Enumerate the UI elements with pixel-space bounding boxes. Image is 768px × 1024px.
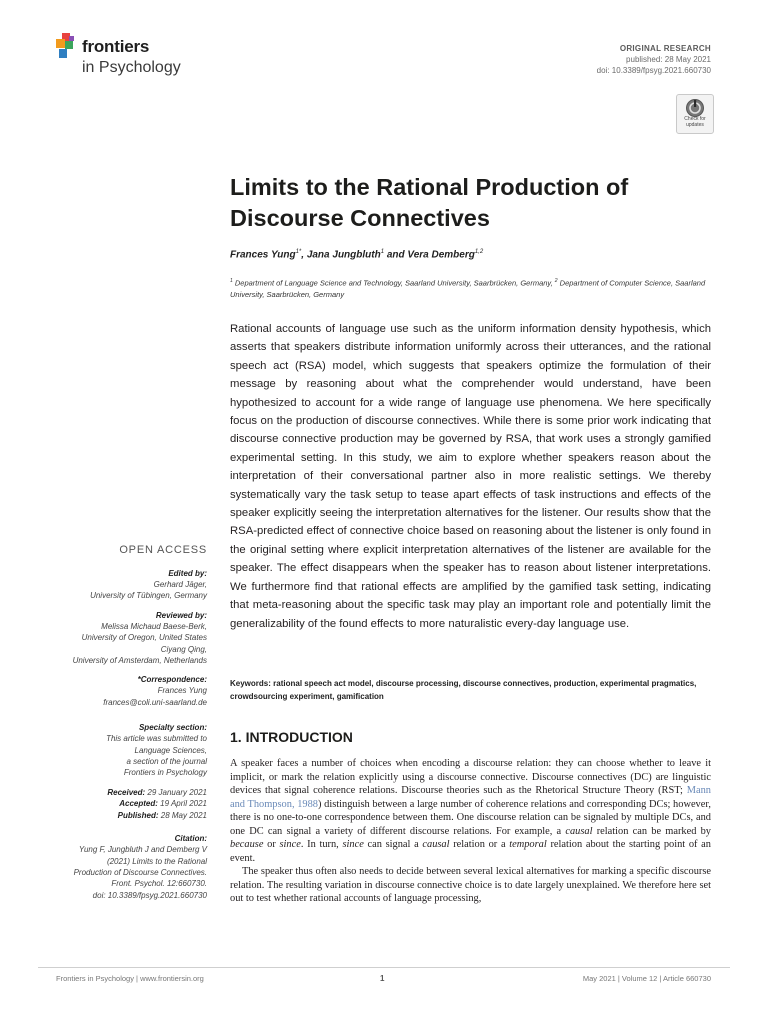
journal-name-psychology: in Psychology xyxy=(82,59,181,76)
frontiers-logo-icon xyxy=(56,33,80,61)
correspondence-email[interactable]: frances@coli.uni-saarland.de xyxy=(103,697,207,707)
emphasis: causal xyxy=(565,825,593,837)
citation-line: (2021) Limits to the Rational xyxy=(106,856,207,866)
reviewed-by-label: Reviewed by: xyxy=(155,610,207,620)
published-date: published: 28 May 2021 xyxy=(626,55,711,64)
author-separator: , xyxy=(301,249,307,261)
published-value: 28 May 2021 xyxy=(158,810,207,820)
published-label: Published: xyxy=(117,810,159,820)
reviewer-affiliation: University of Amsterdam, Netherlands xyxy=(72,656,207,666)
received-label: Received: xyxy=(107,787,146,797)
reviewer-affiliation: University of Oregon, United States xyxy=(81,633,207,643)
author-affiliation-mark: 1 xyxy=(380,249,385,255)
emphasis: temporal xyxy=(509,839,547,850)
correspondence-name: Frances Yung xyxy=(157,686,207,696)
edited-by-label: Edited by: xyxy=(168,569,207,578)
footer-issue-info: May 2021 | Volume 12 | Article 660730 xyxy=(582,974,711,983)
accepted-value: 19 April 2021 xyxy=(157,799,207,809)
text-run: relation can be marked by xyxy=(592,825,711,837)
text-run: relation or a xyxy=(449,839,510,850)
affiliation-text: Department of Language Science and Technology, Saarland University, Saarbrücken, Germany, xyxy=(232,278,555,288)
specialty-line: Language Sciences, xyxy=(134,745,207,755)
accepted-label: Accepted: xyxy=(119,799,158,809)
specialty-line: a section of the journal xyxy=(126,757,207,767)
author-list xyxy=(230,249,483,260)
journal-name-frontiers: frontiers xyxy=(82,37,150,56)
citation-block xyxy=(50,833,207,901)
affiliations xyxy=(230,276,715,300)
abstract: Rational accounts of language use such as the uniform information density hypothesis, which asserts that speakers distribute information uniformly across their utterances, and the rational speech act (RSA) model, which suggests that speakers optimize the formulation of their message by reasoning about what the comprehender would understand, have been hypothesized to account for a wide range of language use phenomena. We here specifically focus on the production of discourse connectives. While there is some prior work indicating that discourse connective production may be governed by RSA, that work uses a strongly gamified experimental setting. In this study, we aim to explore whether speakers reason about the interpretation of their conversational partner also in more realistic settings. We thereby systematically vary the task setup to tease apart effects of task instructions and effects of the speaker explicitly seeing the interpretation alternatives for the listener. Our results show that the RSA-predicted effect of connective choice based on reasoning about the listener is only found in the original setting where explicit interpretation alternatives of the listener are available for the speaker. The effect disappears when the speaker has to reason about listener interpretations. We furthermore find that rational effects are amplified by the gamified task setting, indicating that meta-reasoning about the specific task may play an important role and potentially limit the generalizability of the found effects to more naturalistic every-day language use. xyxy=(230,323,711,630)
keywords-label: Keywords: xyxy=(230,679,271,688)
keywords-list: rational speech act model, discourse processing, discourse connectives, production, experimental pragmatics, crowdsourcing experiment, gamification xyxy=(230,679,697,701)
text-run: can signal a xyxy=(363,839,423,850)
check-for-updates-label: Check for updates xyxy=(684,116,706,128)
keywords xyxy=(230,677,711,703)
dates-block xyxy=(50,787,207,821)
article-sidebar xyxy=(50,544,207,909)
reviewer-name: Melissa Michaud Baese-Berk, xyxy=(101,621,207,631)
accepted-date xyxy=(50,798,207,809)
correspondence-label: *Correspondence: xyxy=(137,675,207,685)
author-affiliation-mark: 1* xyxy=(295,249,302,255)
page-number: 1 xyxy=(380,974,385,983)
author-name[interactable]: Vera Demberg xyxy=(407,249,475,261)
author-name[interactable]: Jana Jungbluth xyxy=(306,249,381,261)
section-heading-introduction: 1. INTRODUCTION xyxy=(230,729,353,745)
specialty-block xyxy=(50,722,207,779)
author-affiliation-mark: 1,2 xyxy=(474,249,484,255)
affiliation-number: 1 xyxy=(230,278,233,284)
citation-link[interactable]: Mann and Thompson, 1988 xyxy=(230,785,711,810)
article-header-meta xyxy=(597,43,711,76)
text-run: A speaker faces a number of choices when encoding a discourse relation: they can choose whether to leave it implicit, or mark the relation explicitly using a discourse connective. Discourse connectives (DC) are linguistic devices that signal coherence relations. Discourse theories such as the Rhetorical Structure Theory (RST; xyxy=(230,758,711,796)
affiliation-text: Department of Computer Science, Saarland University, Saarbrücken, Germany xyxy=(230,278,706,299)
citation-label: Citation: xyxy=(174,834,207,844)
text-run: . In turn, xyxy=(300,839,343,850)
author-name[interactable]: Frances Yung xyxy=(230,249,296,261)
specialty-line: Frontiers in Psychology xyxy=(123,768,207,778)
citation-line: Production of Discourse Connectives. xyxy=(73,867,207,877)
emphasis: since xyxy=(279,839,301,850)
editor-affiliation: University of Tübingen, Germany xyxy=(90,591,207,601)
author-separator: and xyxy=(384,249,408,261)
correspondence-block xyxy=(50,674,207,708)
reviewed-by-block xyxy=(50,610,207,667)
received-date xyxy=(50,787,207,798)
text-run: or xyxy=(263,839,280,850)
text-run: ) distinguish between a large number of coherence relations and corresponding DCs; however, there is no one-to-one correspondence between them. One discourse relation can be signaled by multiple DCs, and one DC can signal a variety of different discourse relations. For example, a xyxy=(230,798,712,837)
edited-by-block xyxy=(50,568,207,602)
emphasis: since xyxy=(342,839,364,850)
footer-divider xyxy=(38,967,730,968)
introduction-body xyxy=(230,757,711,906)
editor-name: Gerhard Jäger, xyxy=(153,580,207,589)
emphasis: causal xyxy=(422,839,450,850)
journal-logo[interactable] xyxy=(56,33,206,81)
emphasis: because xyxy=(230,839,264,850)
specialty-line: This article was submitted to xyxy=(106,734,207,744)
affiliation-number: 2 xyxy=(554,278,558,284)
check-for-updates-button[interactable] xyxy=(676,94,714,134)
article-doi[interactable]: doi: 10.3389/fpsyg.2021.660730 xyxy=(596,66,711,75)
check-for-updates-icon xyxy=(685,98,705,118)
citation-line: Front. Psychol. 12:660730. xyxy=(111,879,207,889)
citation-line: Yung F, Jungbluth J and Demberg V xyxy=(78,845,207,855)
specialty-label: Specialty section: xyxy=(138,723,207,733)
footer-journal-link[interactable]: Frontiers in Psychology | www.frontiersin.org xyxy=(56,974,204,983)
text-run: relation about the starting point of an event. xyxy=(230,839,711,864)
open-access-label: OPEN ACCESS xyxy=(119,544,207,556)
published-date-sidebar xyxy=(50,810,207,821)
received-value: 29 January 2021 xyxy=(145,787,207,797)
article-type: ORIGINAL RESEARCH xyxy=(619,44,711,53)
article-title: Limits to the Rational Production of Discourse Connectives xyxy=(230,174,629,231)
reviewer-name: Ciyang Qing, xyxy=(160,644,207,654)
paragraph: The speaker thus often also needs to decide between several lexical alternatives for marking a specific discourse relation. The resulting variation in discourse connective choice is to date largely unexplained. We therefore here set out to test whether rational accounts of language processing, xyxy=(230,866,711,904)
citation-doi[interactable]: doi: 10.3389/fpsyg.2021.660730 xyxy=(92,890,207,900)
paragraph xyxy=(230,757,711,865)
